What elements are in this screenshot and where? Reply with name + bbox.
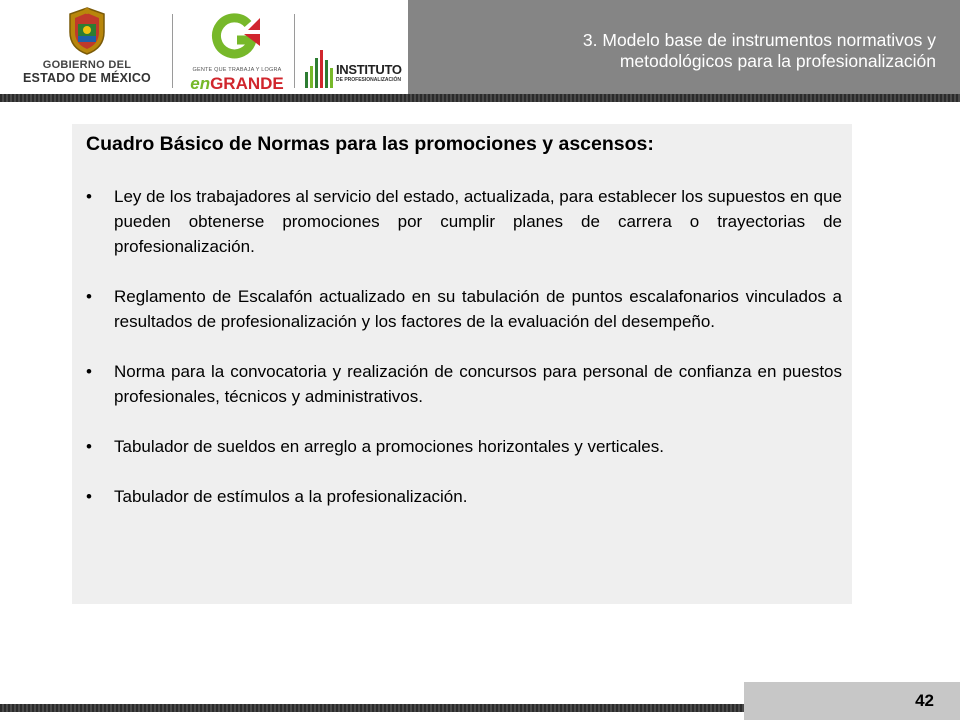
list-item-text: Tabulador de sueldos en arreglo a promociones horizontales y verticales. xyxy=(114,437,664,456)
bullet-icon: • xyxy=(86,187,92,206)
engrande-grande: GRANDE xyxy=(210,74,284,93)
page-number-box xyxy=(744,682,960,720)
footer-divider xyxy=(0,704,748,712)
gobierno-logo-line1: GOBIERNO DEL xyxy=(42,59,132,71)
section-title-line2: metodológicos para la profesionalización xyxy=(619,51,936,71)
header-title-panel xyxy=(408,0,960,96)
section-title xyxy=(416,30,936,72)
bullet-icon: • xyxy=(86,362,92,381)
gobierno-logo-line2: ESTADO DE MÉXICO xyxy=(23,71,151,85)
list-item xyxy=(86,359,842,409)
section-title-line1: 3. Modelo base de instrumentos normativos y xyxy=(582,30,936,50)
header-divider xyxy=(0,94,960,102)
list-item xyxy=(86,484,842,509)
engrande-wordmark xyxy=(188,74,286,94)
list-item-text: Tabulador de estímulos a la profesionalización. xyxy=(114,487,468,506)
content-title: Cuadro Básico de Normas para las promociones y ascensos: xyxy=(86,133,654,155)
list-item xyxy=(86,434,842,459)
bullet-icon: • xyxy=(86,487,92,506)
bullet-icon: • xyxy=(86,287,92,306)
list-item-text: Ley de los trabajadores al servicio del estado, actualizada, para establecer los supuestos en que pueden obtenerse promociones por cumplir planes de carrera o trayectorias de profesionalización. xyxy=(114,187,842,256)
list-item xyxy=(86,184,842,259)
gobierno-logo xyxy=(12,6,162,92)
engrande-en: en xyxy=(190,74,211,93)
logo-divider xyxy=(172,14,173,88)
engrande-tagline: GENTE QUE TRABAJA Y LOGRA xyxy=(192,67,282,73)
bar-chart-logo-icon xyxy=(304,44,334,90)
engrande-logo xyxy=(188,10,286,94)
coat-of-arms-icon xyxy=(64,6,110,56)
bullet-list xyxy=(86,184,842,534)
logo-divider-2 xyxy=(294,14,295,88)
instituto-wordmark: INSTITUTO xyxy=(336,62,402,77)
g-logo-icon xyxy=(208,10,266,60)
instituto-logo xyxy=(304,44,404,92)
logo-bar xyxy=(0,0,408,96)
list-item-text: Norma para la convocatoria y realización de concursos para personal de confianza en puestos profesionales, técnicos y administrativos. xyxy=(114,362,842,406)
slide-header xyxy=(0,0,960,100)
bullet-icon: • xyxy=(86,437,92,456)
list-item xyxy=(86,284,842,334)
page-number: 42 xyxy=(915,691,934,710)
instituto-subtitle: DE PROFESIONALIZACIÓN xyxy=(336,77,402,83)
content-box xyxy=(72,124,852,604)
list-item-text: Reglamento de Escalafón actualizado en su tabulación de puntos escalafonarios vinculados a resultados de profesionalización y los factores de la evaluación del desempeño. xyxy=(114,287,842,331)
